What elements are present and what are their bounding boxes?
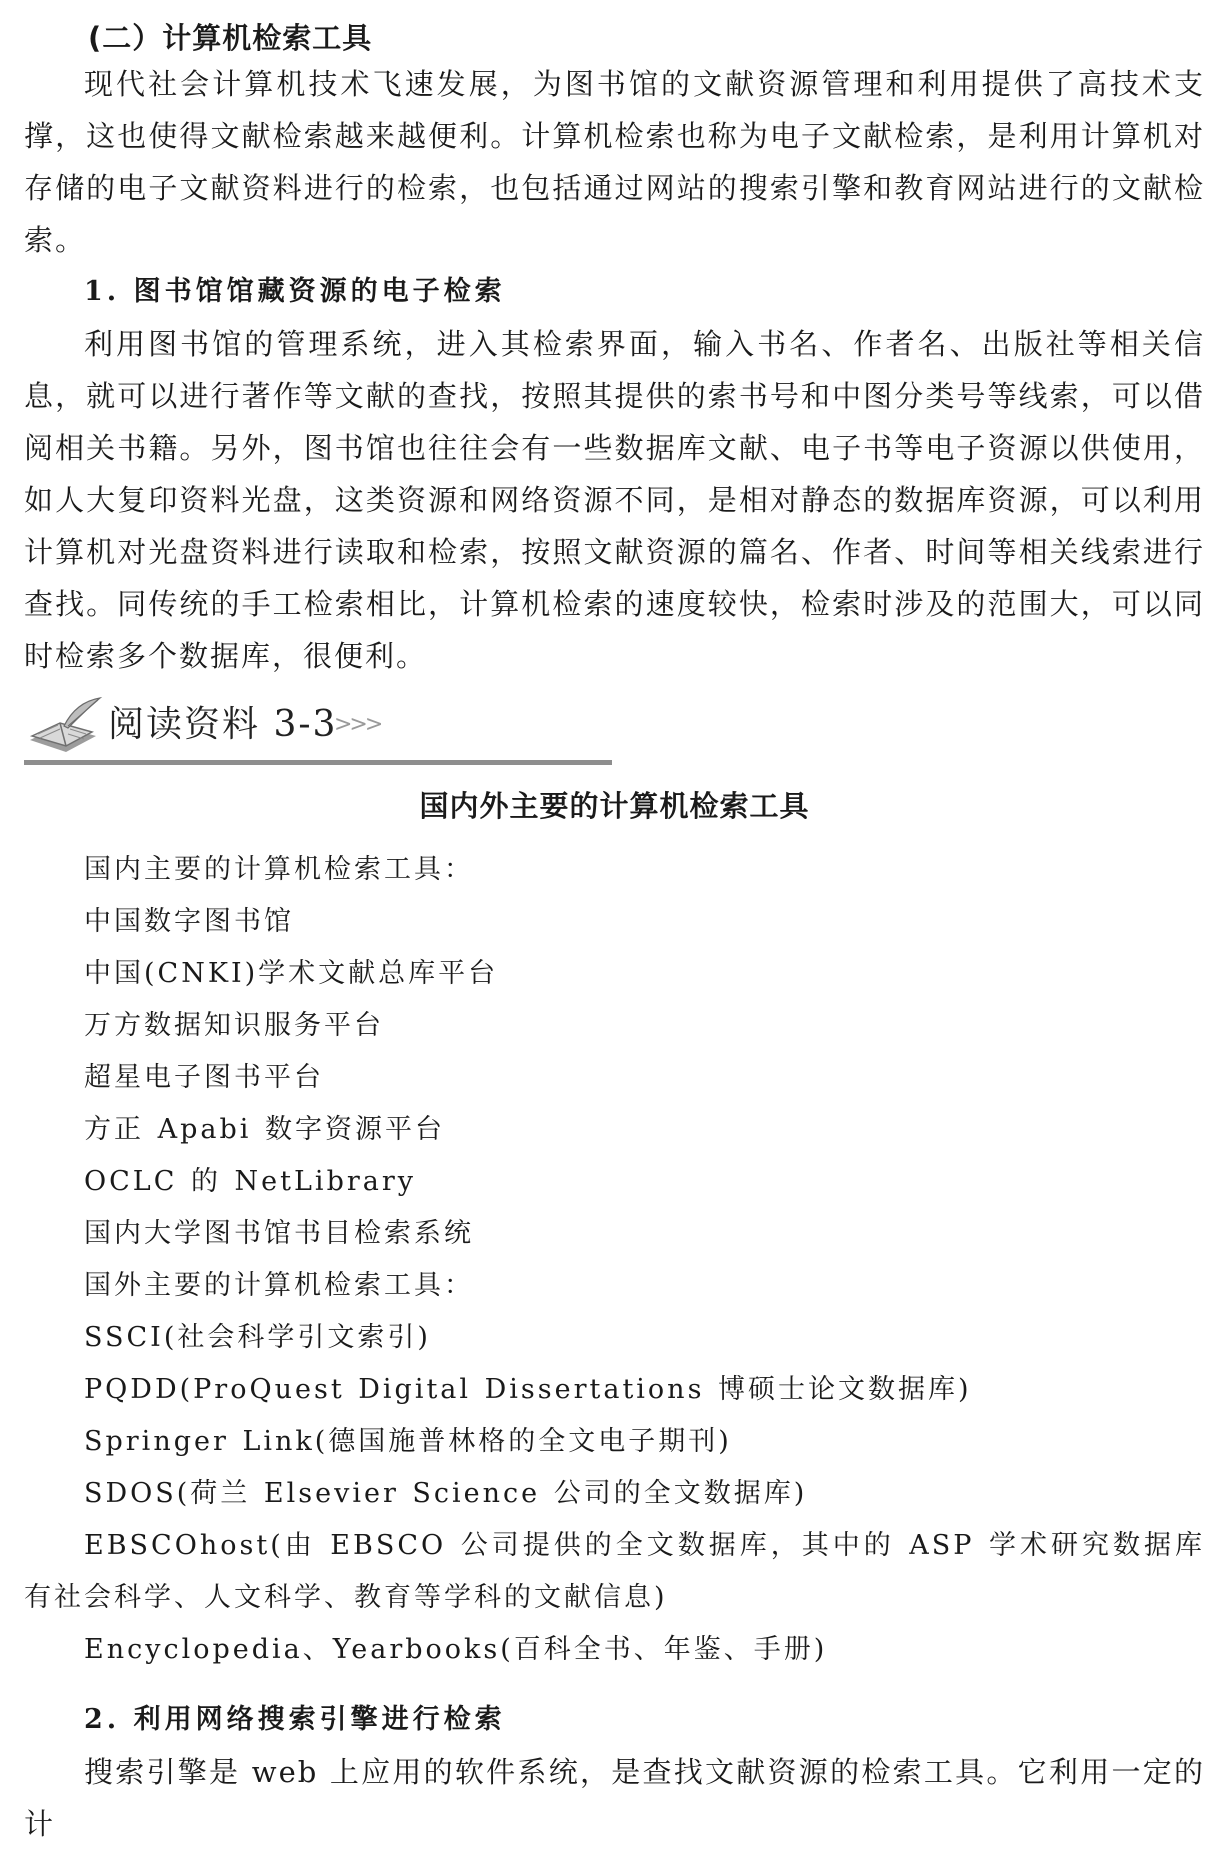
list-item: SDOS(荷兰 Elsevier Science 公司的全文数据库) [84,1478,808,1509]
list-item: PQDD(ProQuest Digital Dissertations 博硕士论文数据库) [84,1374,972,1405]
intro-paragraph: 现代社会计算机技术飞速发展，为图书馆的文献资源管理和利用提供了高技术支撑，这也使得文献检索越来越便利。计算机检索也称为电子文献检索，是利用计算机对存储的电子文献资料进行的检索，也包括通过网站的搜索引擎和教育网站进行的文献检索。 [24,67,1205,257]
subsection-1-paragraph: 利用图书馆的管理系统，进入其检索界面，输入书名、作者名、出版社等相关信息，就可以进行著作等文献的查找，按照其提供的索书号和中图分类号等线索，可以借阅相关书籍。另外，图书馆也往往会有一些数据库文献、电子书等电子资源以供使用，如人大复印资料光盘，这类资源和网络资源不同，是相对静态的数据库资源，可以利用计算机对光盘资料进行读取和检索，按照文献资源的篇名、作者、时间等相关线索进行查找。同传统的手工检索相比，计算机检索的速度较快，检索时涉及的范围大，可以同时检索多个数据库，很便利。 [24,327,1205,673]
banner-arrows-icon: >>> [334,712,381,737]
subsection-2-heading: 2. 利用网络搜索引擎进行检索 [84,1704,506,1735]
reading-box-list [24,844,1205,1676]
list-item: 超星电子图书平台 [84,1062,324,1093]
reading-banner-title: 阅读资料 3-3 [108,704,338,745]
list-item: 万方数据知识服务平台 [84,1010,384,1041]
reading-box-title: 国内外主要的计算机检索工具 [419,789,810,823]
book-quill-icon [24,696,108,756]
subsection-1-heading: 1. 图书馆馆藏资源的电子检索 [84,276,506,307]
list-item: Encyclopedia、Yearbooks(百科全书、年鉴、手册) [84,1634,828,1665]
list-item: EBSCOhost(由 EBSCO 公司提供的全文数据库，其中的 ASP 学术研究数据库有社会科学、人文科学、教育等学科的文献信息) [24,1530,1205,1613]
section-heading: (二）计算机检索工具 [88,21,373,55]
banner-divider [24,760,612,765]
list-item: 方正 Apabi 数字资源平台 [84,1114,445,1145]
list-item: 国外主要的计算机检索工具： [84,1270,474,1301]
list-item: 国内主要的计算机检索工具： [84,854,474,885]
list-item: 国内大学图书馆书目检索系统 [84,1218,474,1249]
subsection-2-paragraph: 搜索引擎是 web 上应用的软件系统，是查找文献资源的检索工具。它利用一定的计 [24,1755,1205,1841]
list-item: OCLC 的 NetLibrary [84,1166,417,1197]
list-item: 中国数字图书馆 [84,906,294,937]
list-item: Springer Link(德国施普林格的全文电子期刊) [84,1426,732,1457]
reading-banner [24,692,1205,772]
list-item: 中国(CNKI)学术文献总库平台 [84,958,499,989]
list-item: SSCI(社会科学引文索引) [84,1322,431,1353]
